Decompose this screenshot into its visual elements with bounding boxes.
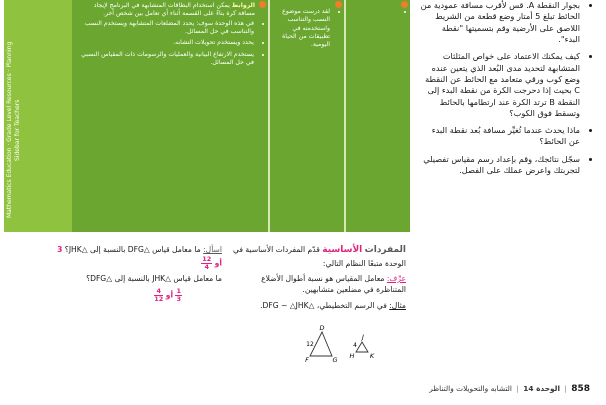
- side-strip-text: Mathematics Education · Grade Level Resources · Planning Sidebar for Teachers: [6, 41, 21, 219]
- side-length-4: 4: [353, 342, 357, 349]
- vocab-title-highlight: الأساسية: [322, 245, 363, 255]
- key-vocabulary: [230, 244, 406, 315]
- question-1: ما معامل قياس △DFG بالنسبة إلى △JHK؟: [64, 245, 204, 254]
- list-item: [351, 8, 396, 16]
- vertex-h: H: [349, 352, 355, 360]
- example-text: في الرسم التخطيطي، △DFG ~ △JHK.: [260, 300, 390, 310]
- pin-icon: [259, 1, 266, 8]
- activity-steps: [420, 0, 590, 182]
- column-list: [351, 8, 405, 16]
- answer-2-fraction-b: $\frac{4}{12}$: [154, 287, 164, 303]
- answer-1-fraction: $\frac{12}{4}$: [202, 254, 212, 271]
- list-item: • لقد درست موضوع النسب والتناسب واستخدمته في تطبيقات من الحياة اليومية.: [275, 8, 330, 50]
- answer-1-prefix: 3 أو: [57, 245, 222, 268]
- define-text: معامل المقياس هو نسبة أطوال الأضلاع المتناظرة في مضلعين متشابهين.: [261, 273, 406, 295]
- list-item: • يحدد ويستخدم تحويلات التشابه.: [77, 39, 254, 47]
- activity-step: • سجّل نتائجك، وقم بإعداد رسم مقياس تفصيلي لتجربتك واعرض عملك على الفصل.: [420, 154, 580, 177]
- vertex-d: D: [319, 324, 325, 332]
- panel-column-connections: [72, 0, 268, 232]
- vocab-title: المفردات: [364, 245, 406, 255]
- ask-questions: [50, 244, 222, 306]
- activity-step: • بجوار النقطة A. قس لأقرب مسافة عمودية من الحائط تبلغ 5 أمتار وضع قطعة من الشريط اللاصق على الأرضية وقم بتسميتها "نقطة البدء".: [420, 0, 580, 45]
- answer-2-or: أو: [165, 290, 174, 300]
- vertex-j: J: [362, 333, 364, 341]
- triangle-jhk: [350, 333, 375, 360]
- activity-step: • ماذا يحدث عندما تُغيِّر مسافة بُعد نقطة البدء عن الحائط؟: [420, 125, 580, 148]
- page-footer: 858 | الوحدة 14 | التشابه والتحويلات والتناظر: [429, 384, 590, 394]
- similar-triangles-figure: [300, 322, 390, 364]
- panel-column-now: [270, 0, 344, 232]
- triangle-dfg: [305, 324, 337, 364]
- example-label: مثال:: [389, 300, 406, 310]
- define-label: عرِّف:: [386, 273, 406, 283]
- question-2: ما معامل قياس △JHK بالنسبة إلى △DFG؟: [86, 274, 222, 284]
- triangle-jhk-shape: [356, 342, 368, 352]
- side-strip: [4, 0, 72, 232]
- pin-icon: [335, 1, 342, 8]
- ask-label: اسأل:: [203, 245, 222, 254]
- unit-label: الوحدة 14: [523, 384, 560, 393]
- column-list: [275, 8, 339, 50]
- panel-column-then: [346, 0, 410, 232]
- list-item: • يستخدم الارتفاع البيانية والعمليات والرسومات ذات المقياس النسبي في حل المسائل.: [77, 51, 254, 68]
- pin-icon: [401, 1, 408, 8]
- column-header-text: يمكن استخدام البطاقات المتشابهة في البرنامج لإيجاد مسافة كرة بناءً على القسمة أثناء أي تعامل بين شخص آخر.: [93, 2, 255, 18]
- activity-step: • كيف يمكنك الاعتماد على خواص المثلثات المتشابهة لتحديد مدى البُعد الذي يتعين عنده وضع كوب ورقي متعامد مع الحائط عن النقطة C بحيث إذا دحرجت الكرة من نقطة البدء إلى النقطة B ترتد الكرة عند ارتطامها بالحائط وتسقط فوق الكوب؟: [420, 51, 580, 119]
- answer-2-fraction-a: $\frac{1}{3}$: [176, 287, 181, 303]
- column-list: [77, 20, 263, 68]
- column-header: الروابط: [231, 2, 255, 9]
- page-number: 858: [571, 384, 590, 394]
- vocab-intro: قدّم المفردات الأساسية في الوحدة متبعًا النظام التالي:: [232, 245, 406, 268]
- vertex-f: F: [305, 356, 309, 364]
- vertex-k: K: [369, 352, 375, 360]
- planning-panel: [4, 0, 410, 232]
- unit-title: التشابه والتحويلات والتناظر: [429, 384, 512, 393]
- side-length-12: 12: [306, 341, 314, 348]
- list-item: • في هذه الوحدة سوف: يحدد المضلعات المتشابهة ويستخدم النسب والتناسب في حل المسائل.: [77, 20, 254, 37]
- vertex-g: G: [332, 356, 338, 364]
